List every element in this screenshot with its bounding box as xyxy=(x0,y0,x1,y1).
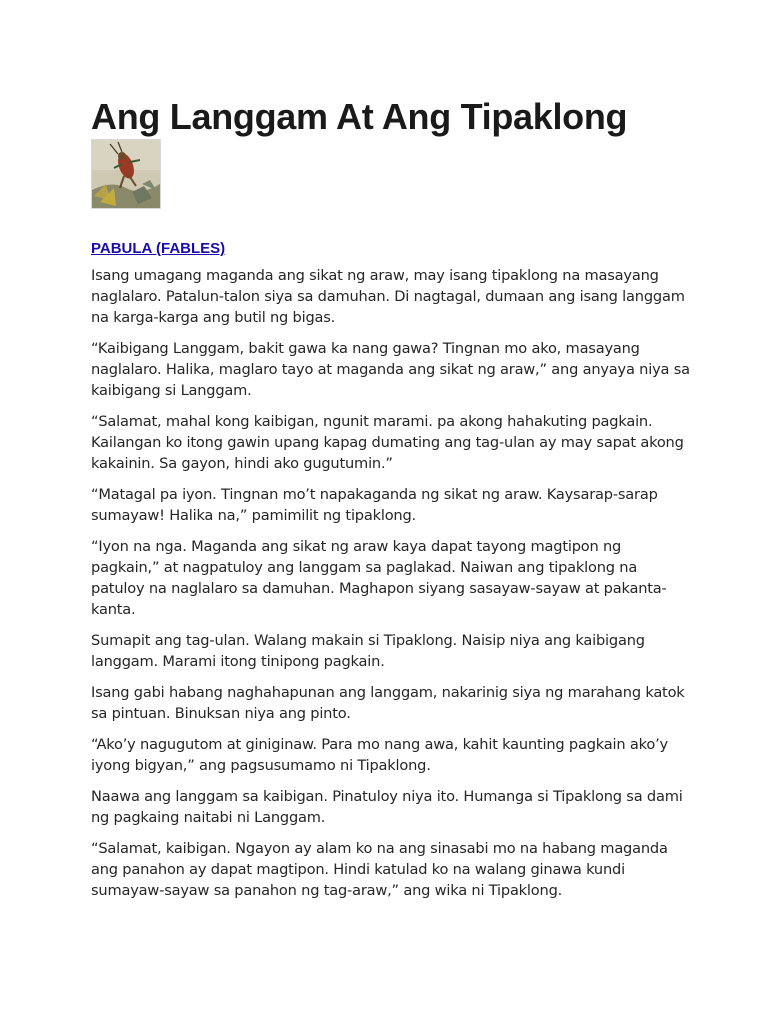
category-link-pabula[interactable]: PABULA (FABLES) xyxy=(91,240,226,257)
story-paragraph: Sumapit ang tag-ulan. Walang makain si Tipaklong. Naisip niya ang kaibigang langgam. Marami itong tinipong pagkain. xyxy=(91,632,645,670)
story-paragraph: Isang gabi habang naghahapunan ang langgam, nakarinig siya ng marahang katok sa pintuan. Binuksan niya ang pinto. xyxy=(91,684,685,722)
story-paragraph: “Salamat, kaibigan. Ngayon ay alam ko na ang sinasabi mo na habang maganda ang panahon ay dapat magtipon. Hindi katulad ko na walang ginawa kundi sumayaw-sayaw sa panahon ng tag-araw,” ang wika ni Tipaklong. xyxy=(91,840,668,899)
grasshopper-icon xyxy=(92,140,160,208)
story-paragraph: Naawa ang langgam sa kaibigan. Pinatuloy niya ito. Humanga si Tipaklong sa dami ng pagkaing naitabi ni Langgam. xyxy=(91,788,683,826)
story-paragraph: Isang umagang maganda ang sikat ng araw, may isang tipaklong na masayang naglalaro. Patalun-talon siya sa damuhan. Di nagtagal, dumaan ang isang langgam na karga-karga ang butil ng bigas. xyxy=(91,267,685,326)
story-paragraph: “Ako’y nagugutom at giniginaw. Para mo nang awa, kahit kaunting pagkain ako’y iyong bigyan,” ang pagsusumamo ni Tipaklong. xyxy=(91,736,668,774)
story-body xyxy=(91,265,691,901)
article xyxy=(91,95,691,911)
story-paragraph: “Salamat, mahal kong kaibigan, ngunit marami. pa akong hahakuting pagkain. Kailangan ko itong gawin upang kapag dumating ang tag-ulan ay may sapat akong kakainin. Sa gayon, hindi ako gugutumin.” xyxy=(91,413,684,472)
story-paragraph: “Iyon na nga. Maganda ang sikat ng araw kaya dapat tayong magtipon ng pagkain,” at nagpatuloy ang langgam sa paglakad. Naiwan ang tipaklong na patuloy na naglalaro sa damuhan. Maghapon siyang sasayaw-sayaw at pakanta-kanta. xyxy=(91,538,667,618)
page-title: Ang Langgam At Ang Tipaklong xyxy=(91,96,628,137)
grasshopper-thumbnail-image[interactable] xyxy=(91,139,161,209)
story-paragraph: “Kaibigang Langgam, bakit gawa ka nang gawa? Tingnan mo ako, masayang naglalaro. Halika, maglaro tayo at maganda ang sikat ng araw,” ang anyaya niya sa kaibigang si Langgam. xyxy=(91,340,690,399)
story-paragraph: “Matagal pa iyon. Tingnan mo’t napakaganda ng sikat ng araw. Kaysarap-sarap sumayaw! Halika na,” pamimilit ng tipaklong. xyxy=(91,486,658,524)
